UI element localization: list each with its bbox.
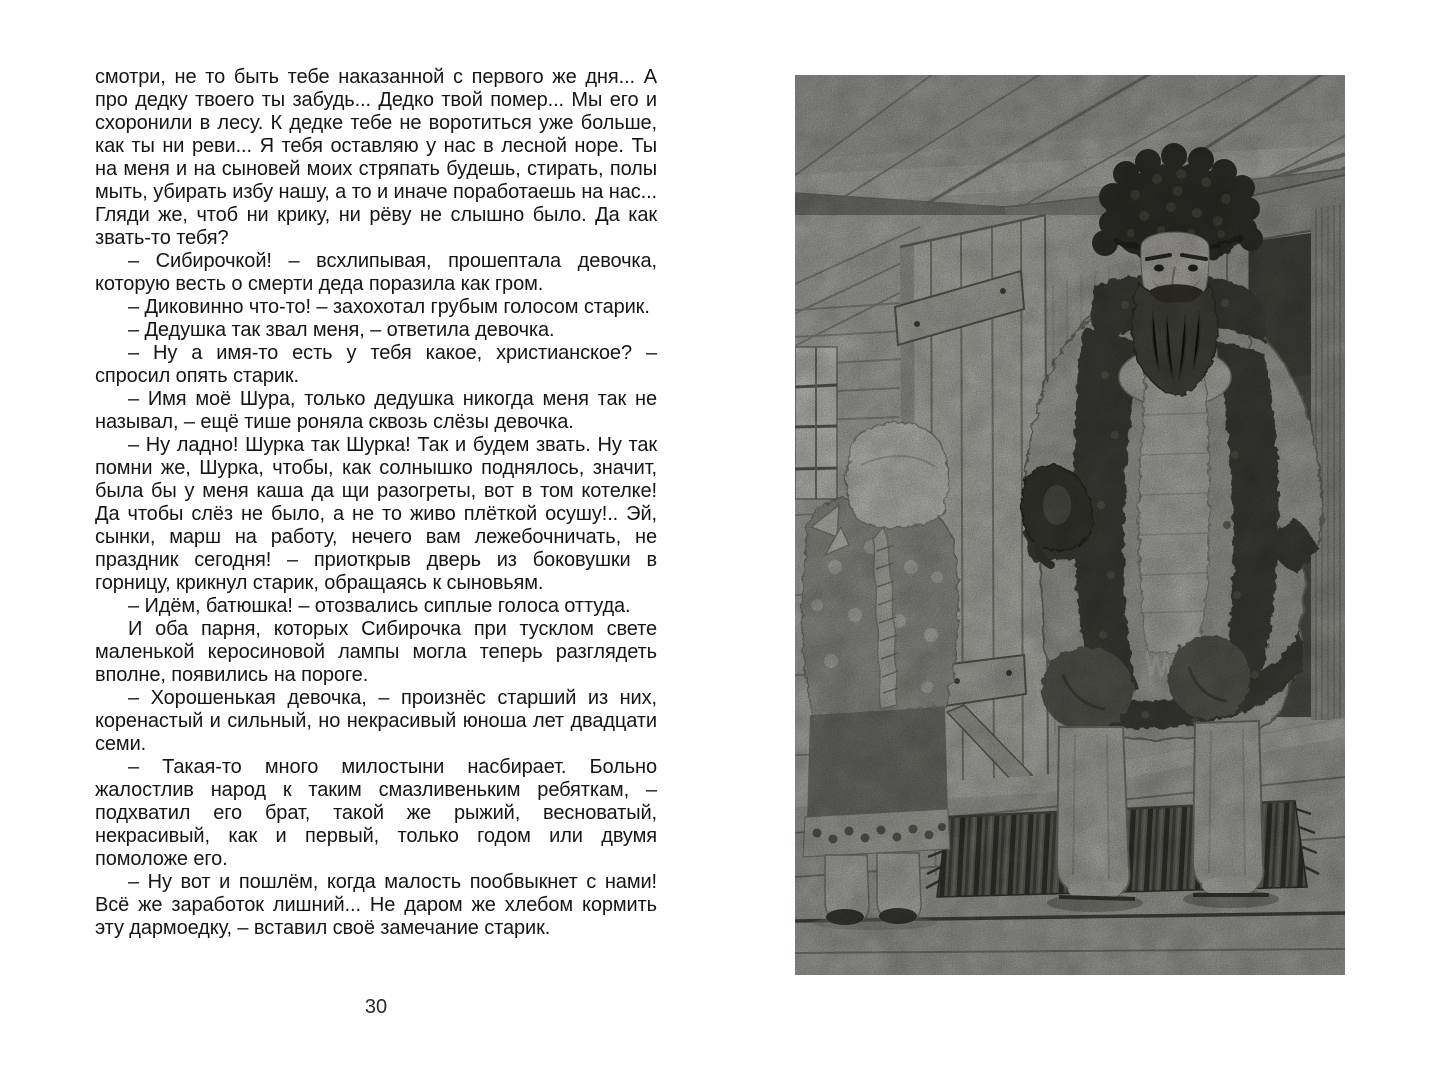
- paragraph: – Ну вот и пошлём, когда малость пообвыкнет с нами! Всё же заработок лишний... Не даром же хлебом кормить эту дармоедку, – вставил своё замечание старик.: [95, 871, 657, 939]
- paragraph: – Такая-то много милостыни насбирает. Больно жалостлив народ к таким смазливеньким ребяткам, – подхватил его брат, такой же рыжий, весноватый, некрасивый, как и первый, только годом или двумя помоложе его.: [95, 756, 657, 870]
- paragraph: – Имя моё Шура, только дедушка никогда меня так не называл, – ещё тише роняла сквозь слёзы девочка.: [95, 388, 657, 433]
- paragraph: – Диковинно что-то! – захохотал грубым голосом старик.: [128, 296, 650, 318]
- page-number: 30: [364, 996, 388, 1018]
- paragraph: – Ну ладно! Шурка так Шурка! Так и будем звать. Ну так помни же, Шурка, чтобы, как солнышко поднялось, значит, была бы у меня каша да щи разогреты, вот в том котелке! Да чтобы слёз не было, а не то живо плёткой осушу!.. Эй, сынки, марш на работу, нечего вам лежебочничать, не праздник сегодня! – приоткрыв дверь из боковушки в горницу, крикнул старик, обращаясь к сыновьям.: [95, 434, 657, 594]
- paragraph: – Ну а имя-то есть у тебя какое, христианское? – спросил опять старик.: [95, 342, 657, 387]
- paragraph: – Хорошенькая девочка, – произнёс старший из них, коренастый и сильный, но некрасивый юноша лет двадцати семи.: [95, 687, 657, 755]
- paragraph: смотри, не то быть тебе наказанной с первого же дня... А про дедку твоего ты забудь... Дедко твой помер... Мы его и схоронили в лесу. К дедке тебе не воротиться уже больше, как ты ни реви... Я тебя оставляю у нас в лесной норе. Ты на меня и на сыновей моих стряпать будешь, стирать, полы мыть, убирать избу нашу, а то и иначе поработаешь на нас... Гляди же, чтоб ни крику, ни рёву не слышно было. Да как звать-то тебя?: [95, 66, 657, 249]
- illustration-svg: [795, 75, 1345, 975]
- paragraph: – Идём, батюшка! – отозвались сиплые голоса оттуда.: [128, 595, 631, 617]
- text-column: [95, 66, 657, 940]
- paragraph: И оба парня, которых Сибирочка при тусклом свете маленькой керосиновой лампы могла теперь разглядеть вполне, появились на пороге.: [95, 618, 657, 686]
- paragraph: – Сибирочкой! – всхлипывая, прошептала девочка, которую весть о смерти деда поразила как гром.: [95, 250, 657, 295]
- paragraph: – Дедушка так звал меня, – ответила девочка.: [128, 319, 555, 341]
- texture-grain: [795, 75, 1345, 975]
- book-illustration: [795, 75, 1345, 975]
